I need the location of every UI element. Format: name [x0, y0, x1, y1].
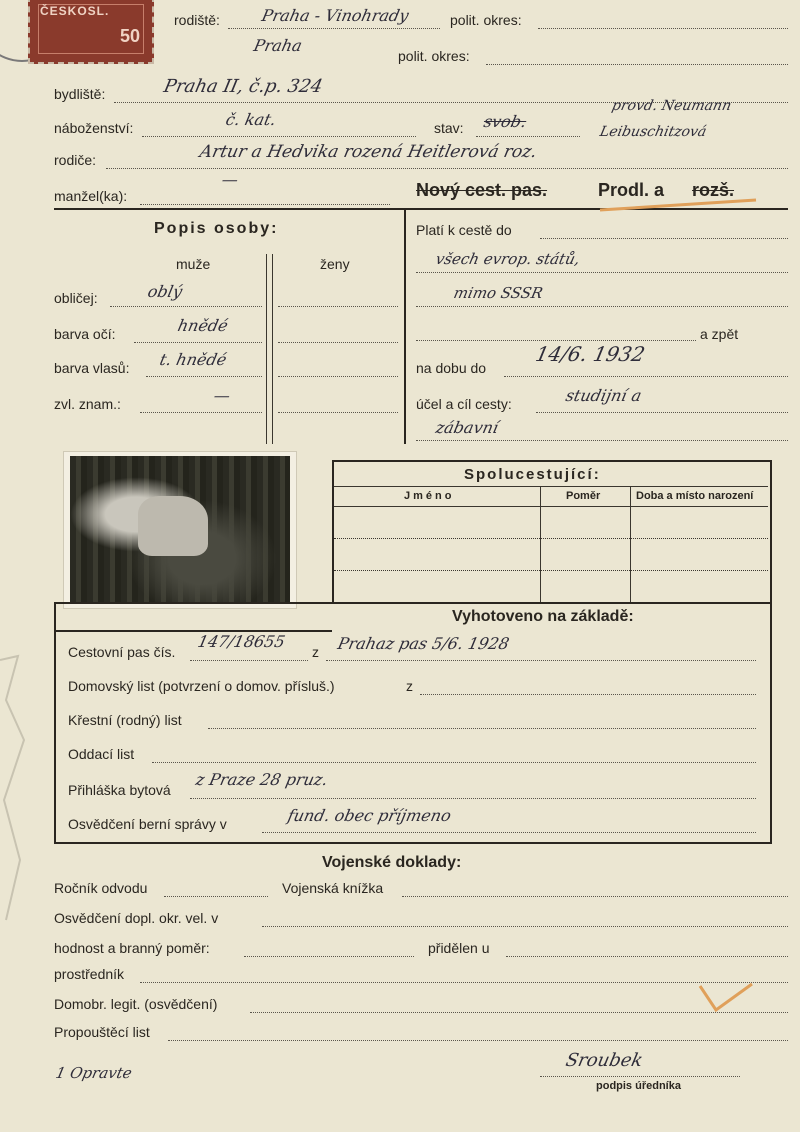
rank-label: hodnost a branný poměr:: [54, 940, 210, 956]
description-col-divider-1: [266, 254, 267, 444]
marriage-label: Oddací list: [68, 746, 135, 762]
marks-line-female: [278, 412, 398, 413]
passport-photo: [64, 452, 296, 608]
face-line: [110, 306, 262, 307]
intermediary-label: prostředník: [54, 966, 125, 982]
marks-label: zvl. znam.:: [54, 396, 121, 412]
passport-label: Cestovní pas čís.: [68, 644, 176, 660]
orange-check-mark: [700, 984, 752, 1010]
purpose-line-2: [416, 440, 788, 441]
companions-col-relation: Poměr: [566, 490, 601, 502]
status-note-2: Leibuschitzová: [598, 124, 708, 140]
companions-col-name: Jméno: [404, 490, 455, 502]
legion-label: Domobr. legit. (osvědčení): [54, 996, 218, 1012]
frame-divider: [404, 210, 406, 444]
eye-color-line-female: [278, 342, 398, 343]
companions-row-line-1: [334, 538, 768, 539]
photo-image: [70, 456, 290, 602]
companions-title: Spolucestující:: [464, 466, 601, 483]
marks-line: [140, 412, 262, 413]
companions-head-line-2: [334, 506, 768, 507]
valid-value-2: mimo SSSR: [452, 284, 545, 302]
signature-label: podpis úředníka: [596, 1080, 681, 1092]
period-line: [504, 376, 788, 377]
domicile-from: z: [406, 678, 413, 694]
district-label-1: polit. okres:: [450, 12, 522, 28]
certificate-line: [262, 926, 788, 927]
registration-label: Přihláška bytová: [68, 782, 171, 798]
religion-line: [142, 136, 416, 137]
hair-color-label: barva vlasů:: [54, 360, 130, 376]
release-line: [168, 1040, 788, 1041]
religion-label: náboženství:: [54, 120, 134, 136]
valid-label: Platí k cestě do: [416, 222, 512, 238]
valid-line-2: [416, 272, 788, 273]
residence-label: bydliště:: [54, 86, 106, 102]
birthplace-value: Praha - Vinohrady: [259, 6, 411, 25]
companions-row-line-2: [334, 570, 768, 571]
assigned-line: [506, 956, 788, 957]
torn-edge: [0, 656, 24, 920]
valid-line-3: [416, 306, 788, 307]
hair-color-line: [146, 376, 262, 377]
tax-value: fund. obec příjmeno: [285, 806, 453, 825]
purpose-value-2: zábavní: [433, 418, 501, 437]
legion-line: [250, 1012, 788, 1013]
status-label: stav:: [434, 120, 464, 136]
eye-color-line: [134, 342, 262, 343]
photo-figure: [138, 496, 208, 556]
valid-line-1: [540, 238, 788, 239]
pass-type-new: Nový cest. pas.: [416, 180, 548, 200]
registration-line: [190, 798, 756, 799]
military-title: Vojenské doklady:: [322, 854, 462, 871]
purpose-label: účel a cíl cesty:: [416, 396, 512, 412]
period-value: 14/6. 1932: [533, 342, 648, 366]
purpose-line-1: [536, 412, 788, 413]
valid-value-1: všech evrop. států,: [434, 250, 582, 268]
marriage-line: [152, 762, 756, 763]
passport-from-value: Prahaz pas 5/6. 1928: [335, 634, 512, 653]
military-book-line: [402, 896, 788, 897]
parents-label: rodiče:: [54, 152, 97, 168]
description-heading: Popis osoby:: [154, 220, 279, 237]
baptism-line: [208, 728, 756, 729]
eye-color-label: barva očí:: [54, 326, 116, 342]
return-line: [416, 340, 696, 341]
col-male-label: muže: [176, 256, 211, 272]
stamp-value: 50: [119, 26, 140, 46]
spouse-line: [140, 204, 390, 205]
hair-color-line-female: [278, 376, 398, 377]
certificate-label: Osvědčení dopl. okr. vel. v: [54, 910, 219, 926]
face-line-female: [278, 306, 398, 307]
face-value: oblý: [145, 282, 185, 301]
second-district-value: Praha: [251, 36, 304, 55]
birthplace-label: rodiště:: [174, 12, 220, 28]
domicile-label: Domovský list (potvrzení o domov. přísluš.): [68, 678, 335, 694]
spouse-label: manžel(ka):: [54, 188, 128, 204]
status-note-1: provd. Neumann: [610, 98, 733, 114]
district-label-2: polit. okres:: [398, 48, 470, 64]
description-col-divider-2: [272, 254, 273, 444]
rank-line: [244, 956, 414, 957]
companions-col-birth: Doba a místo narození: [636, 490, 754, 502]
tax-line: [262, 832, 756, 833]
registration-value: z Praze 28 pruz.: [193, 770, 330, 789]
eye-color-value: hnědé: [175, 316, 230, 335]
religion-value: č. kat.: [223, 110, 278, 129]
birthplace-line: [228, 28, 440, 29]
parents-line: [106, 168, 788, 169]
assigned-label: přidělen u: [428, 940, 490, 956]
companions-col-divider-1: [540, 486, 541, 602]
bottom-note: 1 Opravte: [54, 1064, 134, 1082]
passport-value: 147/18655: [195, 632, 287, 651]
revenue-stamp: [28, 0, 154, 64]
hair-color-value: t. hnědé: [157, 350, 229, 369]
passport-from-line: [326, 660, 756, 661]
face-label: obličej:: [54, 290, 98, 306]
cohort-label: Ročník odvodu: [54, 880, 148, 896]
status-line: [476, 136, 580, 137]
military-book-label: Vojenská knížka: [282, 880, 384, 896]
tax-label: Osvědčení berní správy v: [68, 816, 227, 832]
release-label: Propouštěcí list: [54, 1024, 150, 1040]
return-label: a zpět: [700, 326, 739, 342]
marks-value: —: [211, 386, 233, 405]
official-signature: Sroubek: [563, 1050, 645, 1071]
companions-head-line-1: [334, 486, 768, 487]
issued-box-photo-edge: [54, 630, 332, 632]
spouse-value: —: [219, 170, 241, 189]
signature-line: [540, 1076, 740, 1077]
pass-type-extension: Prodl. a: [598, 180, 665, 200]
passport-line: [190, 660, 308, 661]
col-female-label: ženy: [320, 256, 350, 272]
district-line-2: [486, 64, 788, 65]
pass-type-rozs: rozš.: [692, 180, 735, 200]
parents-value: Artur a Hedvika rozená Heitlerová roz.: [197, 142, 539, 162]
residence-value: Praha II, č.p. 324: [161, 76, 325, 97]
domicile-line: [420, 694, 756, 695]
status-value: svob.: [481, 112, 529, 131]
cohort-line: [164, 896, 268, 897]
passport-from-label: z: [312, 644, 319, 660]
district-line-1: [538, 28, 788, 29]
purpose-value-1: studijní a: [563, 386, 644, 405]
frame-top-line: [54, 208, 788, 210]
companions-col-divider-2: [630, 486, 631, 602]
issued-title: Vyhotoveno na základě:: [452, 608, 634, 625]
intermediary-line: [140, 982, 788, 983]
period-label: na dobu do: [416, 360, 487, 376]
baptism-label: Křestní (rodný) list: [68, 712, 182, 728]
stamp-text: ČESKOSL.: [40, 4, 110, 18]
